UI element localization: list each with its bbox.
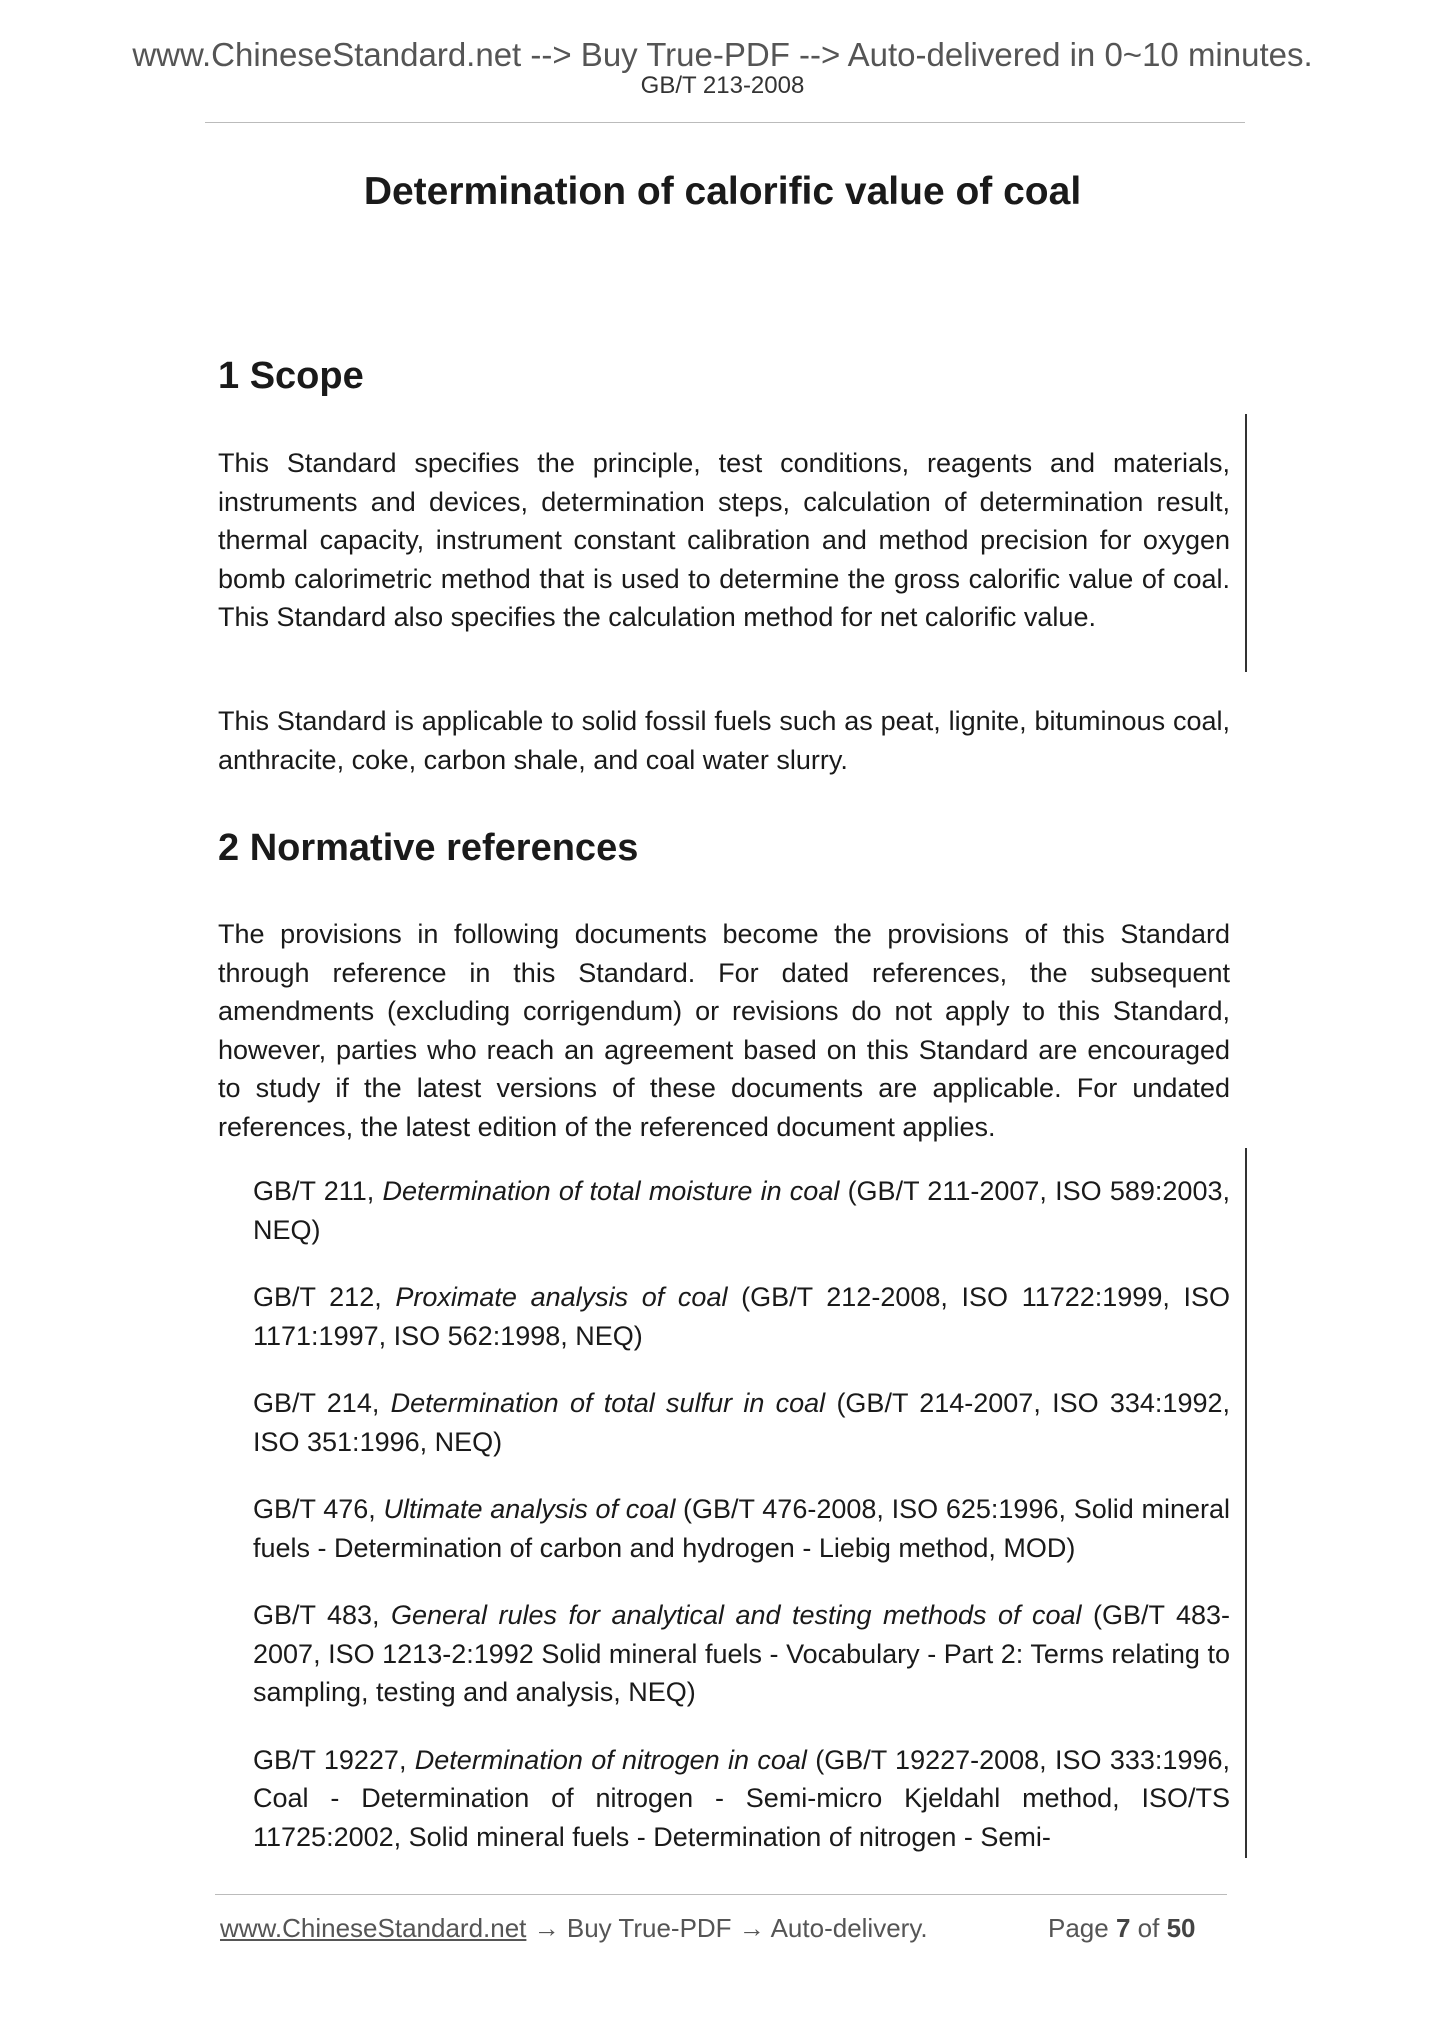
footer-site-link[interactable]: www.ChineseStandard.net [220, 1913, 527, 1943]
scope-text-1: This Standard specifies the principle, test conditions, reagents and materials, instruments and devices, determination steps, calculation of determination result, thermal capacity, instrument constant calibration and method precision for oxygen bomb calorimetric method that is used to determine the gross calorific value of coal. This Standard also specifies the calculation method for net calorific value. [218, 448, 1230, 632]
normative-intro [218, 915, 1230, 1146]
arrow-icon: → [526, 1913, 567, 1943]
arrow-icon: → [731, 1913, 771, 1943]
section-1-heading: 1 Scope [218, 355, 364, 397]
reference-item: GB/T 19227, Determination of nitrogen in coal (GB/T 19227-2008, ISO 333:1996, Coal - Determination of nitrogen - Semi-micro Kjeldahl method, ISO/TS 11725:2002, Solid mineral fuels - Determination of nitrogen - Semi- [253, 1744, 1230, 1852]
scope-paragraph-2 [218, 702, 1230, 779]
footer-divider [215, 1894, 1227, 1895]
reference-item: GB/T 476, Ultimate analysis of coal (GB/T 476-2008, ISO 625:1996, Solid mineral fuels - Determination of carbon and hydrogen - Liebig method, MOD) [253, 1494, 1230, 1563]
reference-item: GB/T 483, General rules for analytical and testing methods of coal (GB/T 483-2007, ISO 1213-2:1992 Solid mineral fuels - Vocabulary - Part 2: Terms relating to sampling, testing and analysis, NEQ) [253, 1600, 1230, 1707]
document-id: GB/T 213-2008 [640, 72, 805, 99]
footer-delivery-text: Auto-delivery. [770, 1913, 928, 1943]
footer-buy-text: Buy True-PDF [566, 1913, 732, 1943]
change-bar [1245, 414, 1247, 672]
footer-links [220, 1915, 928, 1941]
reference-item: GB/T 211, Determination of total moisture in coal (GB/T 211-2007, ISO 589:2003, NEQ) [253, 1176, 1230, 1245]
top-banner: www.ChineseStandard.net --> Buy True-PDF --> Auto-delivered in 0~10 minutes. [132, 36, 1313, 73]
scope-text-2: This Standard is applicable to solid fossil fuels such as peat, lignite, bituminous coal, anthracite, coke, carbon shale, and coal water slurry. [218, 706, 1230, 775]
page-title: Determination of calorific value of coal [363, 170, 1082, 213]
section-2-heading: 2 Normative references [218, 827, 639, 869]
scope-paragraph-1 [218, 444, 1230, 637]
page-indicator: Page 7 of 50 [1048, 1913, 1196, 1943]
normative-intro-text: The provisions in following documents become the provisions of this Standard through reference in this Standard. For dated references, the subsequent amendments (excluding corrigendum) or revisions do not apply to this Standard, however, parties who reach an agreement based on this Standard are encouraged to study if the latest versions of these documents are applicable. For undated references, the latest edition of the referenced document applies. [218, 919, 1230, 1142]
total-pages: 50 [1166, 1913, 1196, 1943]
reference-list [253, 1172, 1230, 1885]
reference-item: GB/T 212, Proximate analysis of coal (GB/T 212-2008, ISO 11722:1999, ISO 1171:1997, ISO 562:1998, NEQ) [253, 1282, 1230, 1351]
header-divider [205, 122, 1245, 123]
reference-item: GB/T 214, Determination of total sulfur in coal (GB/T 214-2007, ISO 334:1992, ISO 351:1996, NEQ) [253, 1388, 1230, 1457]
change-bar [1245, 1148, 1247, 1858]
current-page: 7 [1115, 1913, 1131, 1943]
